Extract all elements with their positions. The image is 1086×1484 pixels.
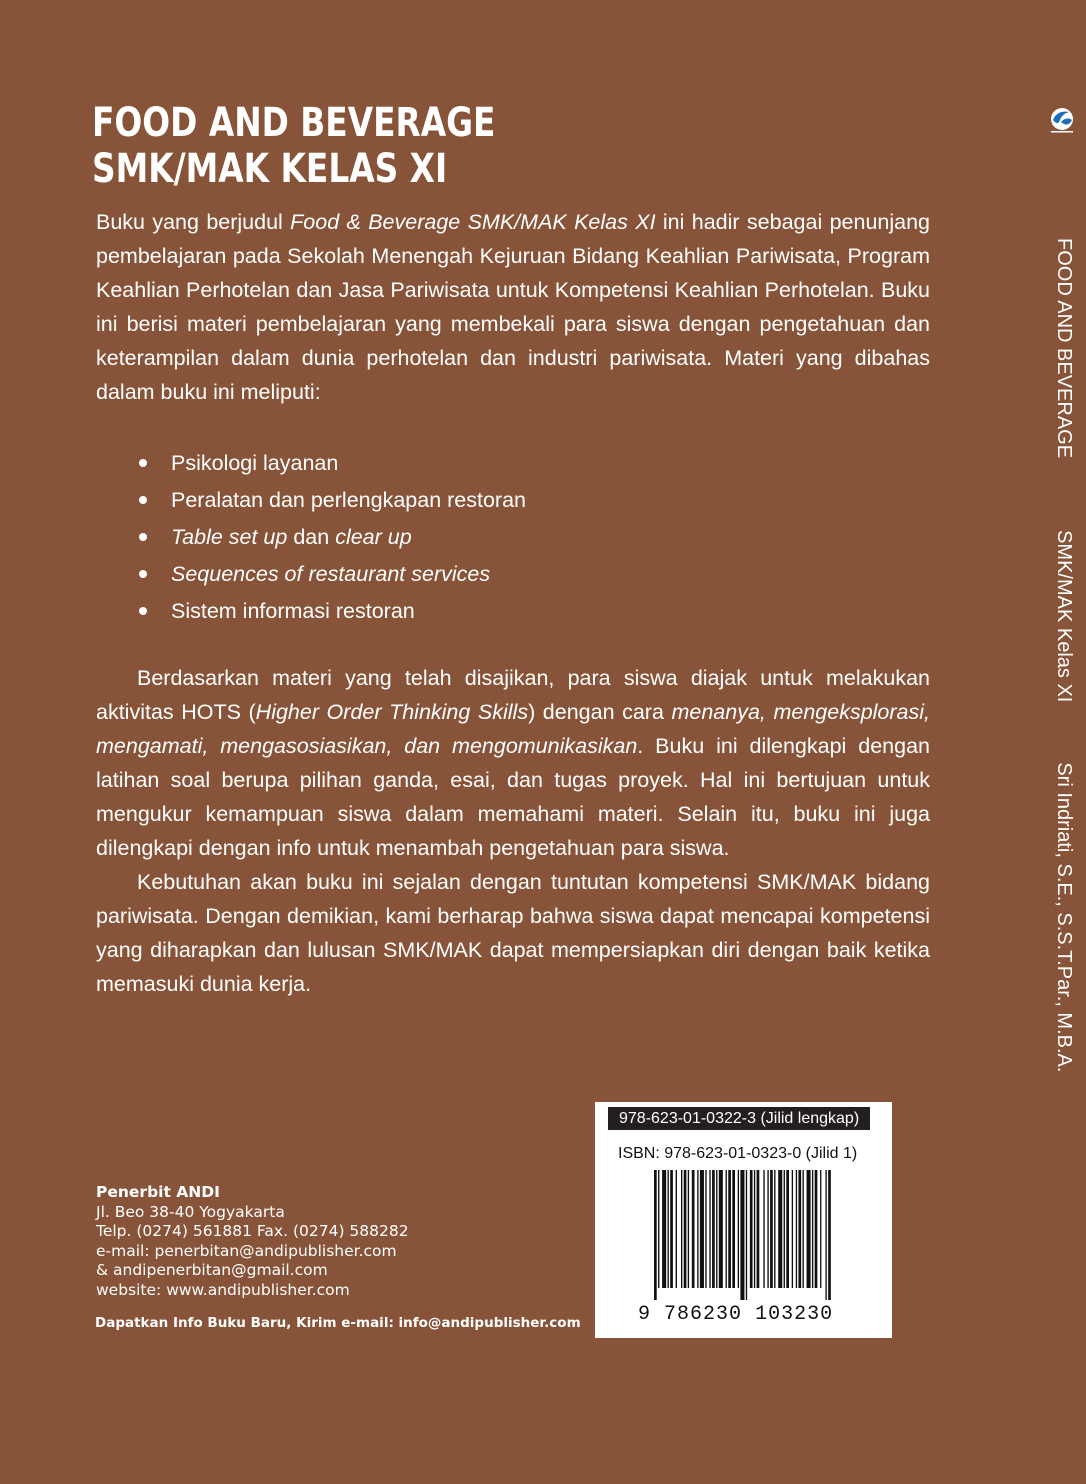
closing-text bbox=[96, 661, 930, 1001]
barcode-bar bbox=[812, 1170, 813, 1288]
barcode-bar bbox=[807, 1170, 811, 1288]
publisher-name: Penerbit ANDI bbox=[96, 1183, 220, 1201]
barcode-bar bbox=[732, 1170, 735, 1288]
title-line-2: SMK/MAK KELAS XI bbox=[92, 146, 448, 192]
barcode-digit-first: 9 bbox=[638, 1303, 652, 1326]
barcode-bar bbox=[828, 1170, 831, 1300]
spine-author: Sri Indriati, S.E., S.S.T.Par., M.B.A. bbox=[1053, 762, 1075, 1073]
publisher-logo-icon bbox=[1047, 104, 1077, 134]
list-item bbox=[96, 519, 526, 556]
barcode-bar bbox=[770, 1170, 773, 1288]
barcode-bar bbox=[774, 1170, 775, 1288]
list-item bbox=[96, 482, 526, 519]
barcode-bar bbox=[746, 1170, 747, 1300]
desc-book-title: Food & Beverage SMK/MAK Kelas XI bbox=[290, 210, 656, 234]
spine-title: FOOD AND BEVERAGE bbox=[1053, 238, 1075, 459]
barcode-bar bbox=[681, 1170, 682, 1288]
book-title bbox=[92, 100, 495, 192]
description-paragraph bbox=[96, 205, 930, 409]
publisher-website: website: www.andipublisher.com bbox=[96, 1280, 350, 1299]
barcode-bar bbox=[726, 1170, 727, 1288]
barcode-bar bbox=[754, 1170, 755, 1288]
list-item bbox=[96, 593, 526, 630]
isbn-full-set: 978-623-01-0322-3 (Jilid lengkap) bbox=[608, 1107, 870, 1130]
barcode-bar bbox=[784, 1170, 785, 1288]
barcode-bar bbox=[728, 1170, 731, 1288]
barcode-bar bbox=[740, 1170, 744, 1300]
barcode-bar bbox=[668, 1170, 669, 1288]
barcode-bar bbox=[676, 1170, 677, 1288]
closing-text-part: menanya, mengeksplorasi, mengamati, mengasosiasikan, dan mengomunikasikan bbox=[96, 700, 931, 758]
barcode-bar bbox=[798, 1170, 801, 1288]
bullet-icon bbox=[139, 496, 147, 504]
barcode-bar bbox=[712, 1170, 715, 1288]
desc-text: Buku yang berjudul bbox=[96, 210, 291, 234]
publisher-address: Jl. Beo 38-40 Yogyakarta bbox=[96, 1202, 285, 1221]
bullet-icon bbox=[139, 570, 147, 578]
barcode-bar bbox=[697, 1170, 698, 1288]
barcode-bar bbox=[709, 1170, 710, 1288]
spine-text bbox=[1052, 238, 1076, 1072]
bullet-icon bbox=[139, 533, 147, 541]
barcode-bar bbox=[778, 1170, 782, 1288]
barcode-bar bbox=[688, 1170, 689, 1288]
closing-paragraph-2: Kebutuhan akan buku ini sejalan dengan tuntutan kompetensi SMK/MAK bidang pariwisata. Dengan demikian, kami berharap bahwa siswa dapat mencapai kompetensi yang diharapkan dan lulusan SMK/MAK dapat mempersiapkan diri dengan baik ketika memasuki dunia kerja. bbox=[96, 870, 930, 996]
bullet-icon bbox=[139, 459, 147, 467]
publisher-phone: Telp. (0274) 561881 Fax. (0274) 588282 bbox=[96, 1222, 409, 1240]
barcode-bar bbox=[662, 1170, 666, 1288]
closing-text-part: Berdasarkan materi yang telah disajikan, para siswa diajak untuk melakukan aktivitas HOTS ( bbox=[96, 666, 930, 724]
description bbox=[96, 205, 930, 409]
title-line-1: FOOD AND BEVERAGE bbox=[92, 100, 496, 146]
barcode-bar bbox=[719, 1170, 723, 1288]
barcode-bar bbox=[815, 1170, 818, 1288]
closing-text-part: . Buku ini dilengkapi dengan latihan soal berupa pilihan ganda, esai, dan tugas proyek. Hal ini bertujuan untuk mengukur kemampuan siswa dalam memahami materi. Selain itu, buku ini juga dilengkapi dengan info untuk menambah pengetahuan para siswa. bbox=[96, 734, 930, 860]
barcode-bar bbox=[763, 1170, 764, 1288]
bullet-icon bbox=[139, 607, 147, 615]
desc-text: ini hadir sebagai penunjang pembelajaran pada Sekolah Menengah Kejuruan Bidang Keahlian Pariwisata, Program Keahlian Perhotelan dan Jasa Pariwisata untuk Kompetensi Keahlian Perhotelan. Buku ini berisi materi pembelajaran yang membekali para siswa dengan pengetahuan dan keterampilan dalam dunia perhotelan dan industri pariwisata. Materi yang dibahas dalam buku ini meliputi: bbox=[96, 210, 931, 404]
closing-text-part: Higher Order Thinking Skills bbox=[255, 700, 529, 724]
barcode-bar bbox=[738, 1170, 739, 1288]
barcode-bar bbox=[658, 1170, 659, 1288]
promo-text: Dapatkan Info Buku Baru, Kirim e-mail: info@andipublisher.com bbox=[95, 1315, 581, 1331]
barcode-bar bbox=[692, 1170, 695, 1288]
barcode-icon bbox=[654, 1170, 834, 1300]
barcode-bar bbox=[750, 1170, 753, 1288]
barcode-bar bbox=[654, 1170, 657, 1300]
barcode-bar bbox=[716, 1170, 717, 1288]
publisher-email: e-mail: penerbitan@andipublisher.com bbox=[96, 1241, 397, 1260]
list-item bbox=[96, 445, 526, 482]
barcode-bar bbox=[820, 1170, 821, 1288]
barcode-bar bbox=[767, 1170, 768, 1288]
topic-label: Sistem informasi restoran bbox=[171, 599, 415, 623]
barcode-digits-left: 786230 bbox=[664, 1303, 743, 1326]
barcode-bar bbox=[803, 1170, 804, 1288]
topic-label: Sequences of restaurant services bbox=[171, 562, 491, 586]
closing-paragraph-1 bbox=[96, 661, 930, 865]
barcode-bar bbox=[757, 1170, 760, 1288]
barcode-bar bbox=[670, 1170, 673, 1288]
closing-text-part: ) dengan cara bbox=[528, 700, 672, 724]
barcode-bar bbox=[825, 1170, 826, 1300]
barcode-bar bbox=[786, 1170, 789, 1288]
topic-label: clear up bbox=[335, 525, 412, 549]
topic-label: Table set up bbox=[171, 525, 288, 549]
barcode-bar bbox=[705, 1170, 706, 1288]
barcode-bar bbox=[792, 1170, 793, 1288]
topic-label: dan bbox=[287, 525, 336, 549]
list-item bbox=[96, 556, 526, 593]
publisher-email-alt: & andipenerbitan@gmail.com bbox=[96, 1261, 328, 1279]
publisher-info bbox=[96, 1183, 409, 1300]
barcode-bar bbox=[700, 1170, 704, 1288]
barcode-bar bbox=[684, 1170, 687, 1288]
topic-label: Psikologi layanan bbox=[171, 451, 339, 475]
barcode-bar bbox=[796, 1170, 797, 1288]
topic-label: Peralatan dan perlengkapan restoran bbox=[171, 488, 527, 512]
barcode-digits-right: 103230 bbox=[755, 1303, 834, 1326]
spine-class: SMK/MAK Kelas XI bbox=[1053, 530, 1075, 703]
isbn-barcode-block bbox=[595, 1102, 892, 1338]
isbn-volume: ISBN: 978-623-01-0323-0 (Jilid 1) bbox=[618, 1145, 858, 1162]
topic-list bbox=[96, 445, 526, 630]
barcode-digits bbox=[638, 1303, 838, 1326]
